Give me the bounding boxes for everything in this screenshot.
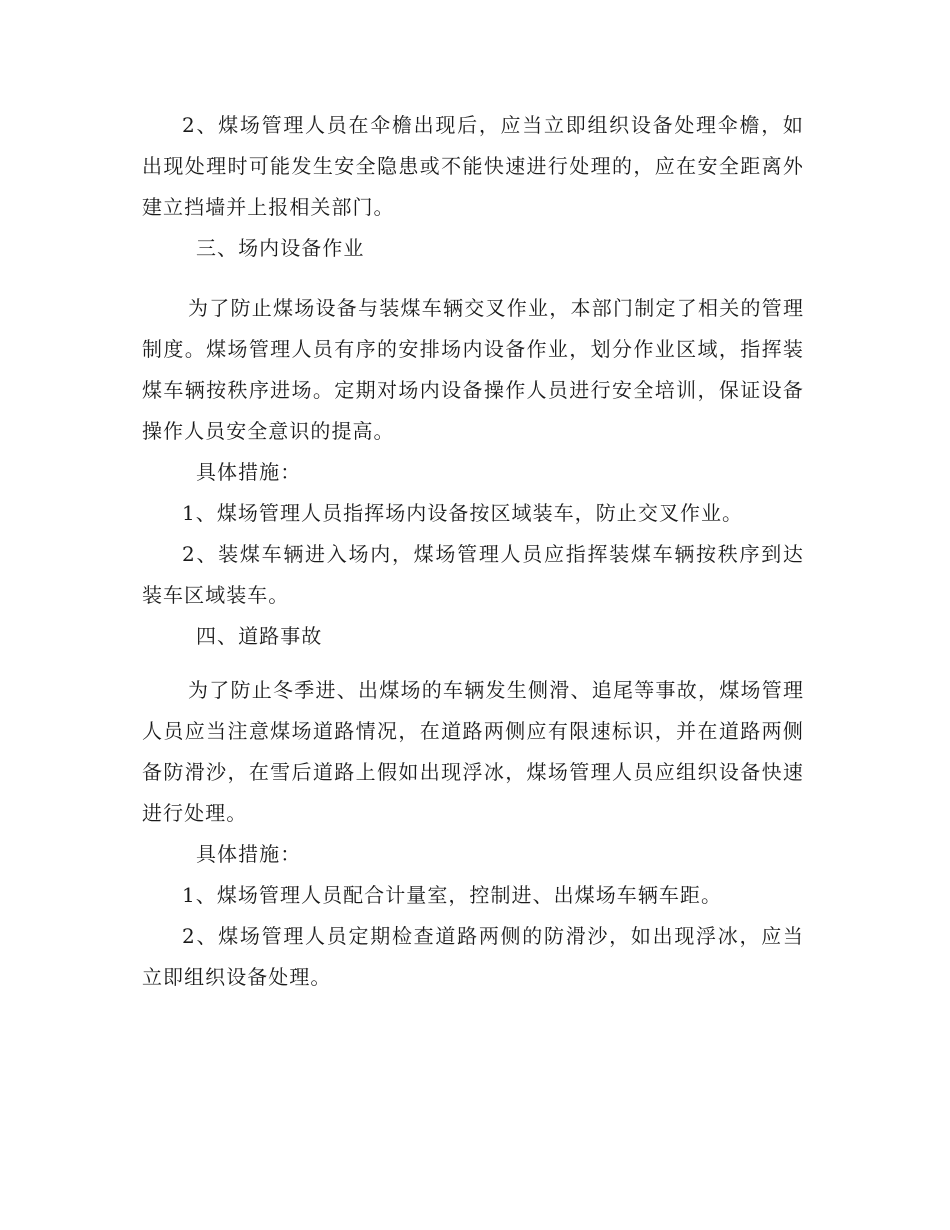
section-heading-road-accident: 四、道路事故: [196, 624, 323, 648]
measure-item-1-2: 2、装煤车辆进入场内，煤场管理人员应指挥装煤车辆按秩序到达装车区域装车。: [142, 542, 804, 607]
measure-item-2-2: 2、煤场管理人员定期检查道路两侧的防滑沙，如出现浮冰，应当立即组织设备处理。: [142, 924, 804, 989]
document-body: [142, 105, 804, 998]
measures-label-1: 具体措施：: [196, 460, 302, 484]
measures-label-2: 具体措施：: [196, 842, 302, 866]
paragraph-road-accident: 为了防止冬季进、出煤场的车辆发生侧滑、追尾等事故，煤场管理人员应当注意煤场道路情况，在道路两侧应有限速标识，并在道路两侧备防滑沙，在雪后道路上假如出现浮冰，煤场管理人员应组织设备快速进行处理。: [142, 678, 804, 825]
section-heading-equipment-operation: 三、场内设备作业: [196, 236, 365, 260]
measure-item-2-1: 1、煤场管理人员配合计量室，控制进、出煤场车辆车距。: [182, 883, 723, 907]
paragraph-item-2-umbrella: 2、煤场管理人员在伞檐出现后，应当立即组织设备处理伞檐，如出现处理时可能发生安全隐患或不能快速进行处理的，应在安全距离外建立挡墙并上报相关部门。: [142, 113, 804, 219]
paragraph-equipment-operation: 为了防止煤场设备与装煤车辆交叉作业，本部门制定了相关的管理制度。煤场管理人员有序的安排场内设备作业，划分作业区域，指挥装煤车辆按秩序进场。定期对场内设备操作人员进行安全培训，保证设备操作人员安全意识的提高。: [142, 296, 804, 443]
measure-item-1-1: 1、煤场管理人员指挥场内设备按区域装车，防止交叉作业。: [182, 501, 744, 525]
